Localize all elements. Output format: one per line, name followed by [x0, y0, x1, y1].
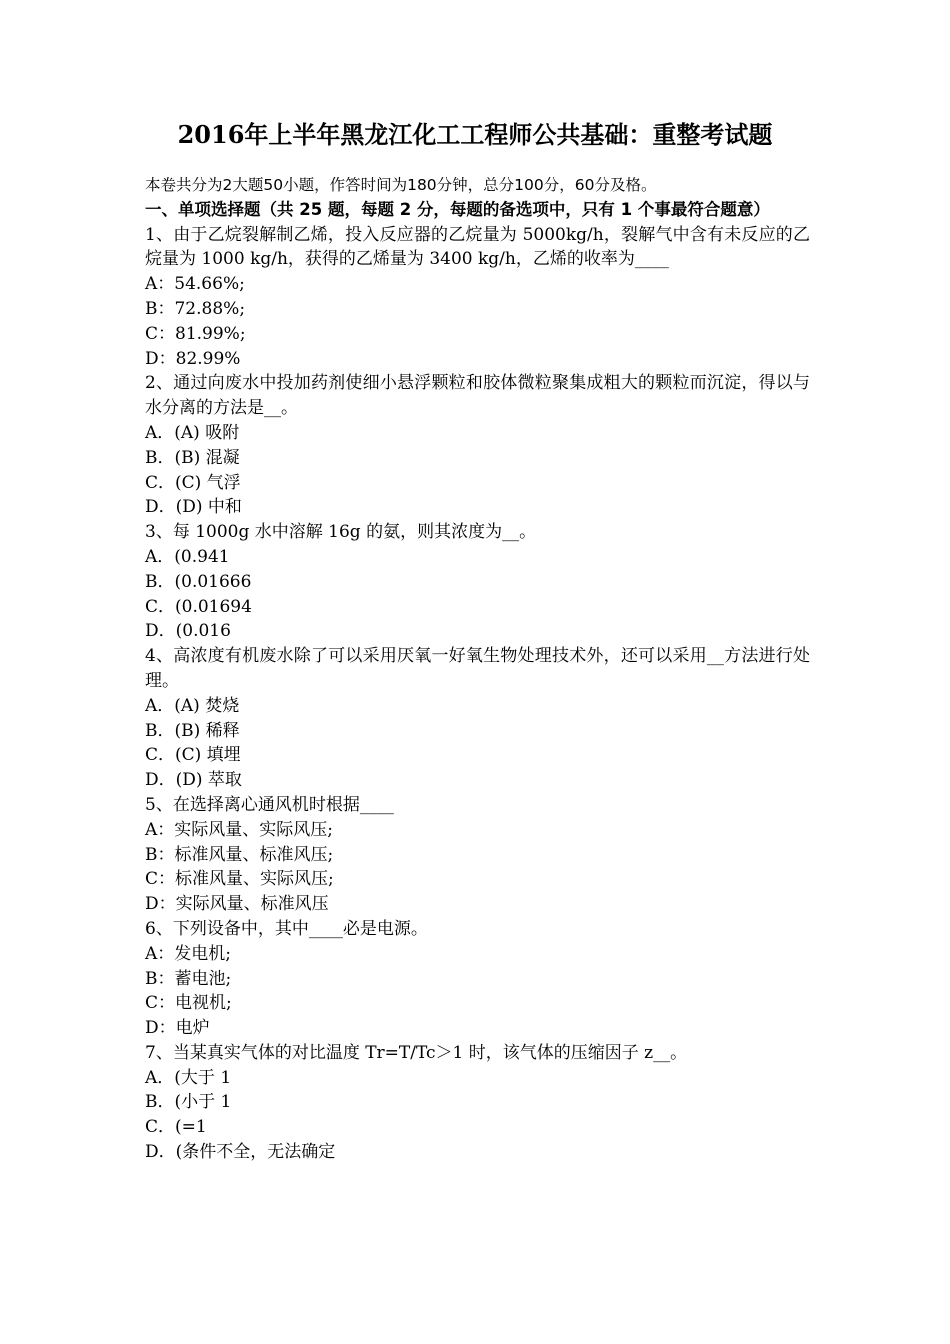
- question-1: [145, 223, 810, 372]
- question-5: [145, 793, 810, 917]
- question-stem: 7、当某真实气体的对比温度 Tr=T/Tc＞1 时，该气体的压缩因子 z__。: [145, 1042, 688, 1063]
- option-c: C．(=1: [145, 1117, 207, 1138]
- option-c: C．(C) 填埋: [145, 745, 241, 766]
- question-stem: 4、高浓度有机废水除了可以采用厌氧一好氧生物处理技术外，还可以采用__方法进行处理。: [145, 646, 810, 691]
- option-b: B：72.88%;: [145, 298, 246, 319]
- section-heading: 一、单项选择题（共 25 题，每题 2 分，每题的备选项中，只有 1 个事最符合题意）: [145, 199, 770, 219]
- option-a: A．(A) 焚烧: [145, 695, 240, 716]
- option-d: D．(D) 中和: [145, 497, 242, 518]
- question-4: [145, 644, 810, 793]
- question-3: [145, 520, 810, 644]
- option-a: A：实际风量、实际风压;: [145, 819, 334, 840]
- exam-intro: 本卷共分为2大题50小题，作答时间为180分钟，总分100分，60分及格。: [145, 176, 657, 194]
- option-c: C．(C) 气浮: [145, 472, 241, 493]
- question-stem: 3、每 1000g 水中溶解 16g 的氨，则其浓度为__。: [145, 522, 537, 543]
- option-a: A：54.66%;: [145, 274, 245, 295]
- option-a: A：发电机;: [145, 943, 232, 964]
- question-stem: 2、通过向废水中投加药剂使细小悬浮颗粒和胶体微粒聚集成粗大的颗粒而沉淀，得以与水分离的方法是__。: [145, 373, 810, 419]
- option-b: B．(B) 混凝: [145, 447, 240, 468]
- option-d: D：82.99%: [145, 348, 241, 369]
- option-a: A．(大于 1: [145, 1067, 232, 1088]
- option-d: D：电炉: [145, 1018, 210, 1039]
- document-body: [145, 173, 810, 1165]
- question-2: [145, 371, 810, 520]
- option-d: D．(条件不全，无法确定: [145, 1142, 336, 1163]
- question-stem: 6、下列设备中，其中____必是电源。: [145, 918, 428, 939]
- option-a: A．(0.941: [145, 546, 230, 567]
- option-b: B．(小于 1: [145, 1092, 232, 1113]
- question-7: [145, 1041, 810, 1165]
- question-stem: 1、由于乙烷裂解制乙烯，投入反应器的乙烷量为 5000kg/h，裂解气中含有未反应的乙烷量为 1000 kg/h，获得的乙烯量为 3400 kg/h，乙烯的收率为____: [145, 224, 810, 270]
- option-b: B：标准风量、标准风压;: [145, 844, 334, 865]
- page-title: 2016年上半年黑龙江化工工程师公共基础：重整考试题: [177, 120, 773, 149]
- question-stem: 5、在选择离心通风机时根据____: [145, 794, 394, 815]
- option-b: B：蓄电池;: [145, 968, 232, 989]
- option-d: D．(0.016: [145, 621, 231, 642]
- option-a: A．(A) 吸附: [145, 422, 240, 443]
- option-b: B．(0.01666: [145, 571, 252, 592]
- option-d: D．(D) 萃取: [145, 770, 242, 791]
- option-d: D：实际风量、标准风压: [145, 894, 329, 915]
- option-c: C：标准风量、实际风压;: [145, 869, 334, 890]
- option-c: C：81.99%;: [145, 323, 246, 344]
- option-c: C：电视机;: [145, 993, 232, 1014]
- question-6: [145, 917, 810, 1041]
- option-c: C．(0.01694: [145, 596, 252, 617]
- option-b: B．(B) 稀释: [145, 720, 240, 741]
